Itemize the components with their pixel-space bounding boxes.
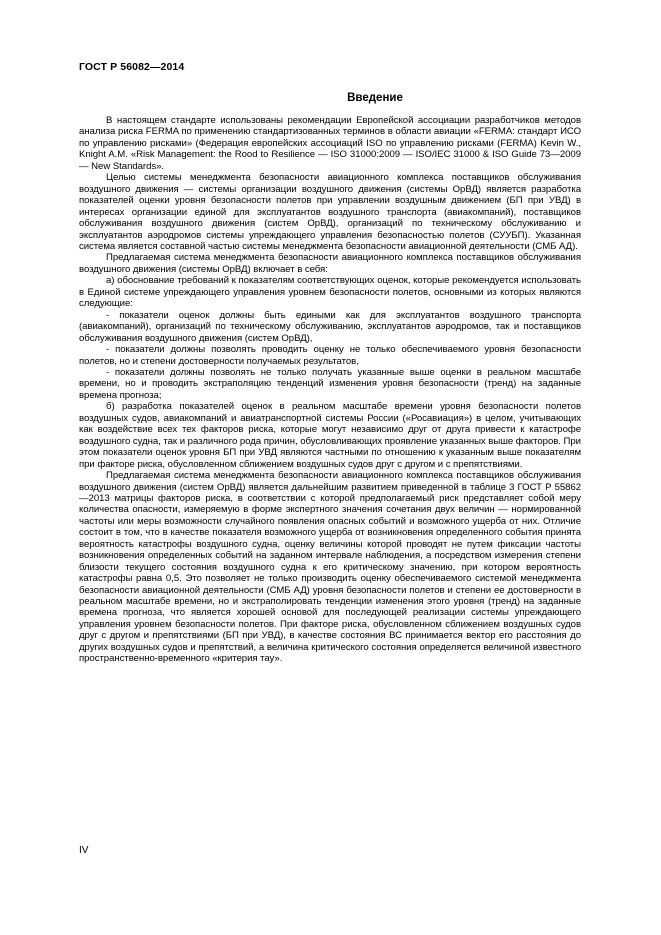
list-item-a: а) обоснование требований к показателям соответствующих оценок, которые рекомендуется использовать в Единой системе упреждающего управления уровнем безопасности полетов, основными из которых являются следующие: (79, 275, 581, 310)
section-title-text: Введение (347, 92, 403, 104)
paragraph-includes: Предлагаемая система менеджмента безопасности авиационного комплекса поставщиков обслуживания воздушного движения (системы ОрВД) включает в себя: (79, 252, 581, 275)
section-title (79, 92, 581, 104)
paragraph-purpose: Целью системы менеджмента безопасности авиационного комплекса поставщиков обслуживания воздушного движения — системы организации воздушного движения (системы ОрВД) является разработка показателей оценки уровня безопасности полетов при управлении воздушным движением (БП при УВД) в интересах организации единой для эксплуатантов воздушного транспорта (авиакомпаний), поставщиков обслуживания воздушного движения (систем ОрВД), организаций по техническому обслуживанию и эксплуатантов аэродромов системы упреждающего управления безопасностью полетов (СУУБП). Указанная система является составной частью системы менеджмента безопасности авиационной деятельности (СМБ АД). (79, 172, 581, 252)
body-text (79, 115, 581, 665)
list-item-b: б) разработка показателей оценок в реальном масштабе времени уровня безопасности полетов воздушных судов, авиакомпаний и авиатранспортной системы России («Росавиация») в целом, учитывающих как воздействие всех тех факторов риска, которые могут независимо друг от друга привести к катастрофе воздушного судна, так и различного рода причин, обусловливающих проявление указанных выше факторов. При этом показатели оценок уровня БП при УВД являются частными по отношению к указанным выше показателям при факторе риска, обусловленном сближением воздушных судов друг с другом и с препятствиями. (79, 401, 581, 470)
paragraph-intro: В настоящем стандарте использованы рекомендации Европейской ассоциации разработчиков методов анализа риска FERMA по применению стандартизованных терминов в области авиации «FERMA: стандарт ИСО по управлению рисками» (Федерация европейских ассоциаций ISO по управлению рисками (FERMA) Kevin W., Knight A.M. «Risk Management: the Rood to Resilience — ISO 31000:2009 — ISO/IEC 31000 & ISO Guide 73—2009 — New Standards». (79, 115, 581, 172)
paragraph-development: Предлагаемая система менеджмента безопасности авиационного комплекса поставщиков обслуживания воздушного движения (систем ОрВД) является дальнейшим развитием приведенной в таблице 3 ГОСТ Р 55862—2013 матрицы факторов риска, в соответствии с которой предполагаемый риск представляет собой меру количества опасности, измеряемую в форме экспертного значения сочетания двух величин — нормированной частоты или меры возможности случайного появления опасных событий и возможного ущерба от них. Отличие состоит в том, что в качестве показателя возможного ущерба от возникновения определенного события принята вероятность катастрофы воздушного судна, оценку величины которой проводят не путем фиксации частоты возникновения определенных событий на заданном интервале наблюдения, а посредством измерения степени близости текущего состояния воздушного судна к его критическому значению, при котором вероятность катастрофы равна 0,5. Это позволяет не только производить оценку обеспечиваемого системой менеджмента безопасности авиационной деятельности (СМБ АД) уровня безопасности полетов и степени ее достоверности в реальном масштабе времени, но и экстраполировать тенденции изменения этого уровня (тренд) на заданные времена прогноза, что является хорошей основой для последующей реализации системы упреждающего управления уровнем безопасности полетов. При факторе риска, обусловленном сближением воздушных судов друг с другом и препятствиями (БП при УВД), в качестве состояния ВС принимается вектор его расстояния до других воздушных судов и препятствий, а величина критического состояния определяется величиной известного пространственно-временного «критерия тау». (79, 470, 581, 665)
document-code: ГОСТ Р 56082—2014 (79, 61, 185, 73)
list-bullet-3: - показатели должны позволять не только получать указанные выше оценки в реальном масштабе времени, но и проводить экстраполяцию тенденций изменения уровня безопасности (тренд) на заданные времена прогноза; (79, 366, 581, 401)
list-bullet-2: - показатели должны позволять проводить оценку не только обеспечиваемого уровня безопасности полетов, но и степени достоверности получаемых результатов, (79, 344, 581, 367)
page-number: IV (79, 845, 89, 856)
list-bullet-1: - показатели оценок должны быть едиными как для эксплуатантов воздушного транспорта (авиакомпаний), организаций по техническому обслуживанию, эксплуатантов аэродромов, так и поставщиков обслуживания воздушного движения (систем ОрВД), (79, 309, 581, 344)
